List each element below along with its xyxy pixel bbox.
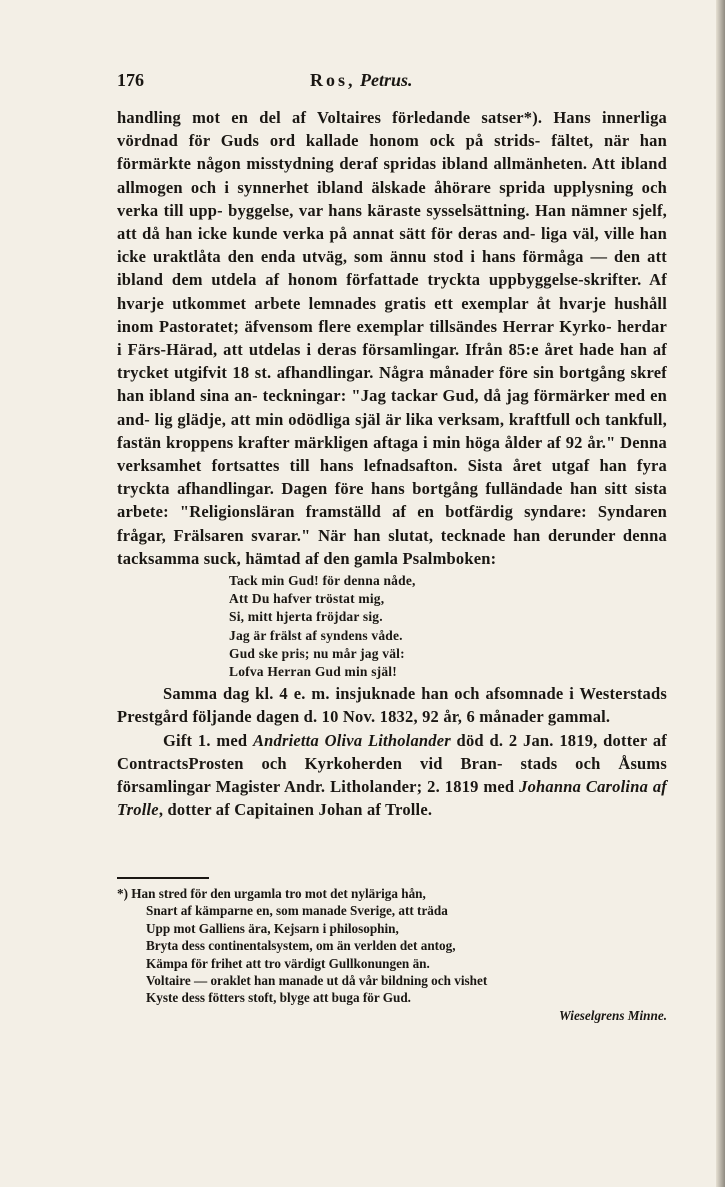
footnote-signature: Wieselgrens Minne. [559, 1007, 667, 1023]
body-paragraph-main [117, 106, 667, 570]
hymn-line: Lofva Herran Gud min själ! [229, 664, 397, 680]
text-line: fältet, när han förmärkte någon misstydning deraf spridas [117, 131, 668, 174]
body-text [117, 106, 667, 822]
text-line: stod i hans förmåga — den att ibland dem utdela af honom [117, 247, 667, 290]
text-line: derunder denna tacksamma suck, hämtad af den gamla [117, 525, 668, 568]
text-line: liga väl, ville han icke uraktlåta den enda utväg, som ännu [117, 224, 667, 267]
text-line: ibland allmänheten. Att ibland allmogen och i synnerhet [117, 154, 668, 197]
page-header [117, 70, 667, 92]
text-line: lefnadsafton. Sista året utgaf han fyra tryckta afhandlingar. [117, 456, 667, 499]
hymn-line: Jag är frälst af syndens våde. [229, 627, 403, 643]
text-line: stads och Åsums församlingar Magister Andr. Litholander; 2. [117, 753, 668, 797]
footnote-line: Kyste dess fötters stoft, blyge att buga för Gud. [146, 990, 411, 1006]
running-head-surname: Ros, [310, 70, 356, 90]
text-line: författade tryckta uppbyggelse-skrifter. Af hvarje utkommet [117, 270, 667, 313]
text-line: att då han icke kunde verka på annat sätt för deras and- [117, 224, 536, 244]
text-line: arbete lemnades gratis ett exemplar åt hvarje hushåll inom [117, 293, 667, 336]
text-fragment: , dotter af Capitainen [158, 800, 315, 820]
page-number: 176 [117, 70, 144, 90]
footnote-line: Bryta dess continentalsystem, om än verlden det antog, [146, 938, 456, 954]
text-line: ibland älskade åhörare sprida upplysning och verka till upp- [117, 177, 667, 220]
text-line: 85:e året hade han af trycket utgifvit 18 st. afhandlingar. [117, 340, 668, 383]
text-line: "Religionsläran framställd af en botfärdig syndare: Syndaren [179, 502, 667, 522]
text-line: handling mot en del af Voltaires förledande satser*). Hans [117, 108, 591, 127]
body-paragraph-death [117, 682, 667, 728]
footnote-line: Upp mot Galliens ära, Kejsarn i philosophin, [146, 920, 399, 936]
footnote-line: Snart af kämparne en, som manade Sverige, att träda [146, 903, 448, 919]
text-line: Westerstads Prestgård följande dagen d. 10 Nov. 1832, 92 [117, 684, 667, 727]
text-line: Dagen före hans bortgång fulländade han sitt sista arbete: [117, 479, 667, 522]
text-line: byggelse, var hans käraste sysselsättning. Han nämner sjelf, [228, 200, 667, 220]
text-line: år, 6 månader gammal. [443, 707, 611, 727]
hymn-line: Tack min Gud! för denna nåde, [229, 573, 416, 589]
text-line: Samma dag kl. 4 e. m. insjuknade han och afsomnade i [163, 684, 574, 704]
text-fragment: död d. 2 Jan. [450, 730, 554, 750]
text-line: Några månader före sin bortgång skref han ibland sina an- [117, 363, 667, 406]
text-fragment: Gift 1. med [163, 730, 253, 750]
footnote-line: *) Han stred för den urgamla tro mot det nyläriga hån, [117, 886, 426, 901]
body-paragraph-marriage [117, 729, 667, 822]
text-line: och tankfull, fastän kroppens krafter märkligen aftaga i min [117, 409, 667, 452]
page-edge-shadow [716, 0, 725, 1187]
text-line: Johan af Trolle. [318, 800, 433, 820]
text-line: lig glädje, att min odödliga själ är lika verksam, kraftfull [154, 409, 571, 429]
hymn-verse [229, 572, 667, 681]
hymn-line: Att Du hafver tröstat mig, [229, 591, 385, 607]
footnote-line: Kämpa för frihet att tro värdigt Gullkonungen än. [146, 955, 430, 971]
text-line: teckningar: "Jag tackar Gud, då jag förmärker med en and- [117, 386, 667, 429]
text-line: Psalmboken: [402, 548, 497, 568]
running-head [310, 70, 413, 91]
text-line: Pastoratet; äfvensom flere exemplar tillsändes Herrar Kyrko- [158, 316, 612, 336]
text-line: frågar, Frälsaren svarar." När han slutat, tecknade han [117, 525, 541, 545]
spouse-name-1: Andrietta Oliva Litholander [252, 730, 451, 750]
footnote-divider [117, 877, 209, 879]
text-line: innerliga vördnad för Guds ord kallade honom ock på strids- [117, 108, 667, 151]
text-line: höga ålder af 92 år." Denna verksamhet fortsattes till hans [117, 432, 668, 476]
running-head-given: Petrus. [360, 70, 413, 90]
footnote [117, 885, 667, 1024]
spouse-name-2: Johanna Carolina af Trolle [117, 777, 667, 820]
text-line: herdar i Färs-Härad, att utdelas i deras församlingar. Ifrån [117, 316, 668, 360]
text-line: 1819, dotter af ContractsProsten och Kyrkoherden vid Bran- [117, 730, 667, 773]
hymn-line: Gud ske pris; nu mår jag väl: [229, 645, 405, 661]
footnote-line: Voltaire — oraklet han manade ut då vår bildning och vishet [146, 973, 488, 989]
text-fragment: 1819 med [444, 777, 520, 797]
hymn-line: Si, mitt hjerta fröjdar sig. [229, 609, 383, 625]
